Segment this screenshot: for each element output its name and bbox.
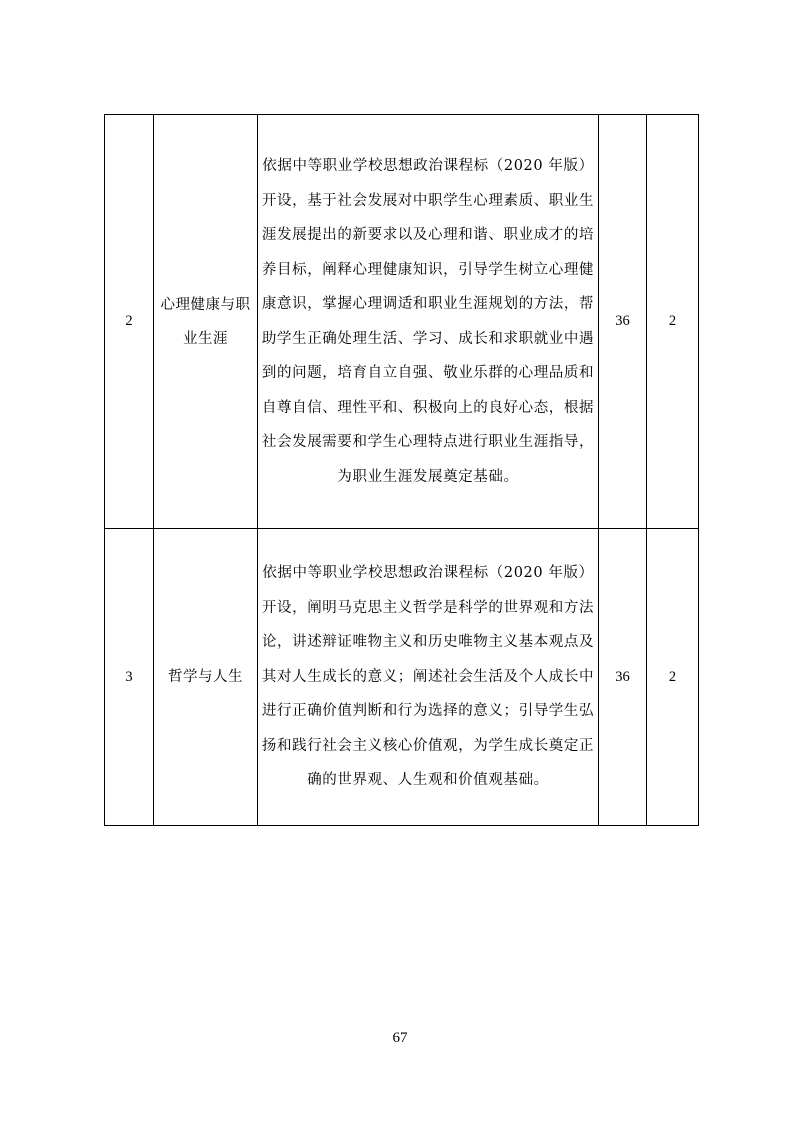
course-description-cell: 依据中等职业学校思想政治课程标（2020 年版）开设，基于社会发展对中职学生心理素质、职业生涯发展提出的新要求以及心理和谐、职业成才的培养目标，阐释心理健康知识，引导学生树立心理健康意识，掌握心理调适和职业生涯规划的方法，帮助学生正确处理生活、学习、成长和求职就业中遇到的问题，培育自立自强、敬业乐群的心理品质和自尊自信、理性平和、积极向上的良好心态，根据社会发展需要和学生心理特点进行职业生涯指导，为职业生涯发展奠定基础。 — [258, 115, 599, 529]
course-name-cell: 哲学与人生 — [154, 529, 258, 826]
course-table — [104, 114, 699, 826]
course-number-cell: 3 — [105, 529, 154, 826]
course-number-cell: 2 — [105, 115, 154, 529]
course-hours-cell: 36 — [599, 115, 647, 529]
course-credits-cell: 2 — [647, 529, 699, 826]
page-number: 67 — [392, 1030, 408, 1046]
table-row — [105, 115, 699, 529]
course-name-cell: 心理健康与职业生涯 — [154, 115, 258, 529]
course-credits-cell: 2 — [647, 115, 699, 529]
course-description-cell: 依据中等职业学校思想政治课程标（2020 年版）开设，阐明马克思主义哲学是科学的世界观和方法论，讲述辩证唯物主义和历史唯物主义基本观点及其对人生成长的意义；阐述社会生活及个人成长中进行正确价值判断和行为选择的意义；引导学生弘扬和践行社会主义核心价值观，为学生成长奠定正确的世界观、人生观和价值观基础。 — [258, 529, 599, 826]
table-row — [105, 529, 699, 826]
course-hours-cell: 36 — [599, 529, 647, 826]
